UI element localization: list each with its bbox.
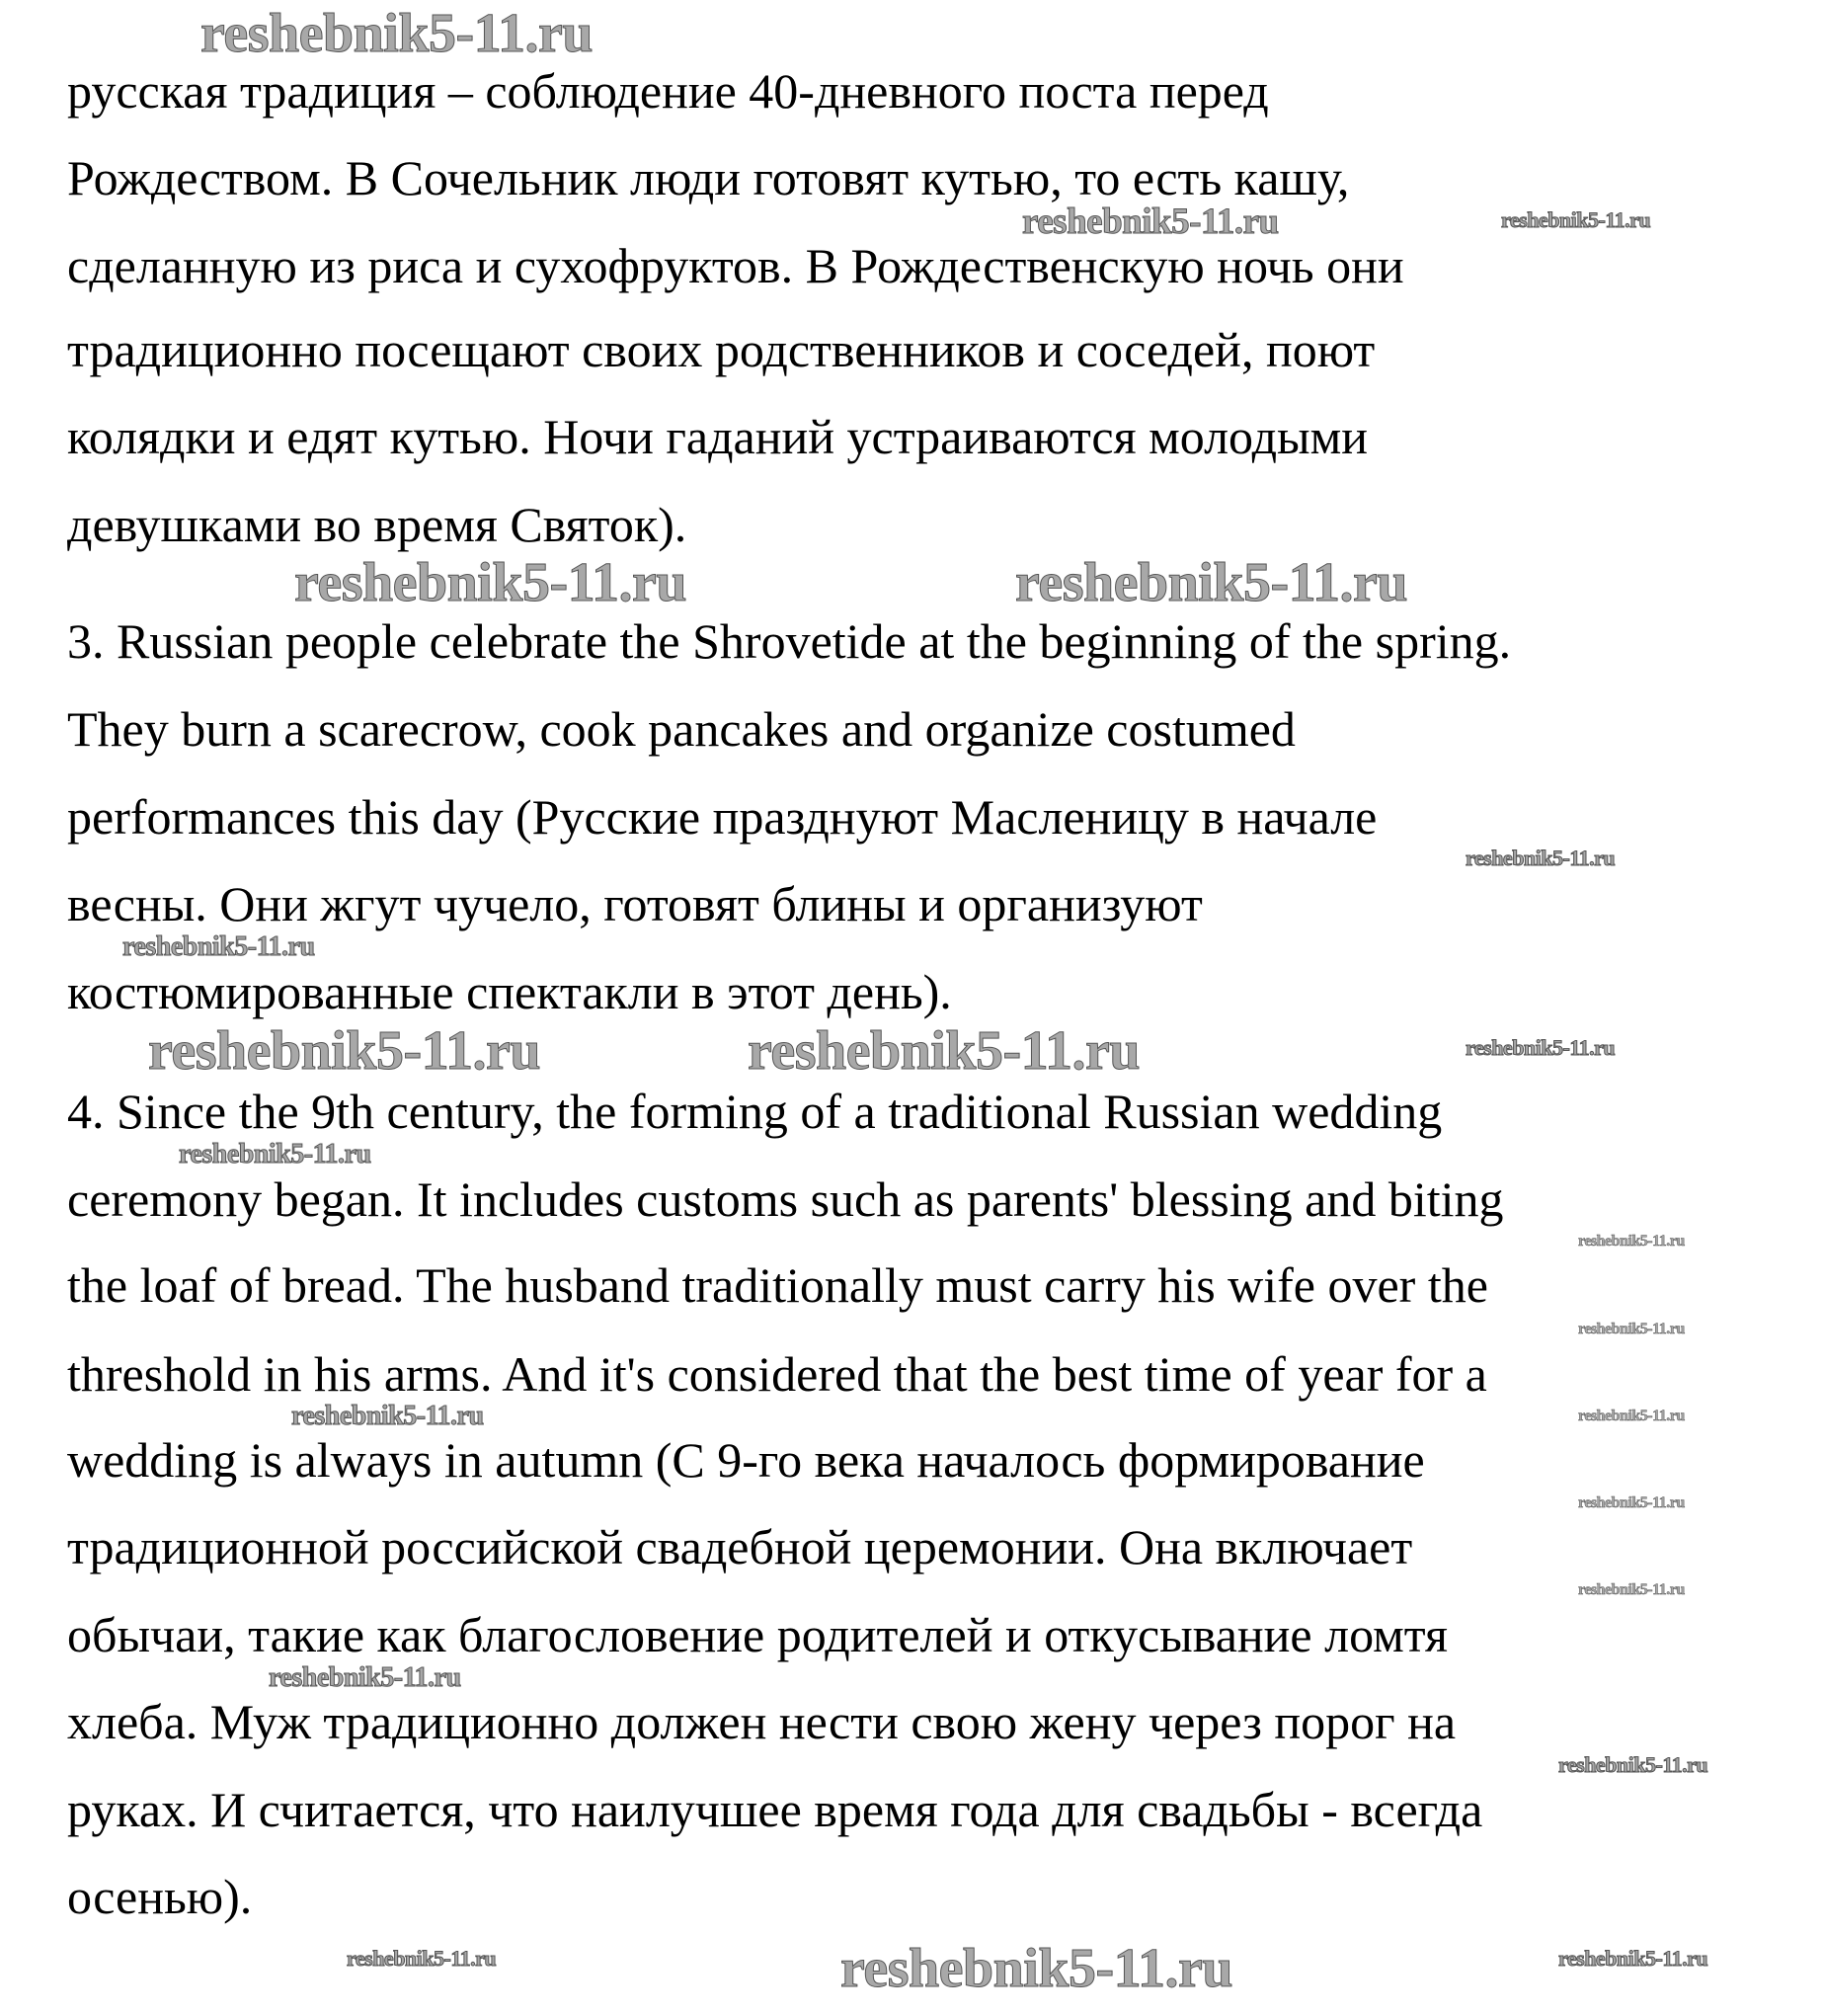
- watermark: reshebnik5-11.ru: [179, 1139, 371, 1169]
- watermark: reshebnik5-11.ru: [1466, 1035, 1616, 1060]
- watermark: reshebnik5-11.ru: [1558, 1752, 1708, 1777]
- text-line: весны. Они жгут чучело, готовят блины и организуют: [67, 876, 1203, 931]
- watermark: reshebnik5-11.ru: [1558, 1946, 1708, 1971]
- text-line: традиционно посещают своих родственников и соседей, поют: [67, 322, 1376, 377]
- watermark: reshebnik5-11.ru: [269, 1662, 461, 1693]
- watermark: reshebnik5-11.ru: [291, 1401, 484, 1431]
- text-line: руках. И считается, что наилучшее время года для свадьбы - всегда: [67, 1782, 1483, 1837]
- text-line: the loaf of bread. The husband traditionally must carry his wife over the: [67, 1257, 1488, 1313]
- watermark: reshebnik5-11.ru: [200, 3, 594, 64]
- watermark: reshebnik5-11.ru: [1578, 1408, 1685, 1424]
- watermark: reshebnik5-11.ru: [1578, 1321, 1685, 1337]
- text-line: костюмированные спектакли в этот день).: [67, 964, 952, 1019]
- text-line: девушками во время Святок).: [67, 497, 687, 552]
- watermark: reshebnik5-11.ru: [294, 552, 687, 613]
- watermark: reshebnik5-11.ru: [148, 1020, 541, 1082]
- text-line: русская традиция – соблюдение 40-дневного поста перед: [67, 63, 1269, 119]
- text-line: ceremony began. It includes customs such as parents' blessing and biting: [67, 1171, 1504, 1227]
- watermark: reshebnik5-11.ru: [1022, 202, 1279, 242]
- watermark: reshebnik5-11.ru: [1466, 846, 1616, 870]
- text-line: performances this day (Русские празднуют Масленицу в начале: [67, 789, 1378, 845]
- watermark: reshebnik5-11.ru: [347, 1946, 497, 1971]
- watermark: reshebnik5-11.ru: [1015, 552, 1408, 613]
- text-line: обычаи, такие как благословение родителей и откусывание ломтя: [67, 1607, 1448, 1662]
- text-line: традиционной российской свадебной церемонии. Она включает: [67, 1519, 1413, 1574]
- text-line: wedding is always in autumn (С 9-го века началось формирование: [67, 1432, 1425, 1488]
- watermark: reshebnik5-11.ru: [840, 1938, 1233, 1999]
- text-line: осенью).: [67, 1869, 253, 1924]
- watermark: reshebnik5-11.ru: [1578, 1581, 1685, 1598]
- text-line: 3. Russian people celebrate the Shrovetide at the beginning of the spring.: [67, 613, 1512, 669]
- watermark: reshebnik5-11.ru: [748, 1020, 1141, 1082]
- text-line: 4. Since the 9th century, the forming of a traditional Russian wedding: [67, 1084, 1443, 1139]
- watermark: reshebnik5-11.ru: [1578, 1233, 1685, 1250]
- watermark: reshebnik5-11.ru: [1578, 1494, 1685, 1511]
- text-line: threshold in his arms. And it's considered that the best time of year for a: [67, 1346, 1487, 1402]
- text-line: Рождеством. В Сочельник люди готовят кутью, то есть кашу,: [67, 150, 1350, 205]
- text-line: колядки и едят кутью. Ночи гаданий устраиваются молодыми: [67, 409, 1369, 464]
- text-line: хлеба. Муж традиционно должен нести свою жену через порог на: [67, 1694, 1457, 1749]
- text-line: сделанную из риса и сухофруктов. В Рождественскую ночь они: [67, 238, 1404, 293]
- watermark: reshebnik5-11.ru: [122, 931, 315, 962]
- watermark: reshebnik5-11.ru: [1501, 207, 1651, 232]
- text-line: They burn a scarecrow, cook pancakes and organize costumed: [67, 701, 1296, 757]
